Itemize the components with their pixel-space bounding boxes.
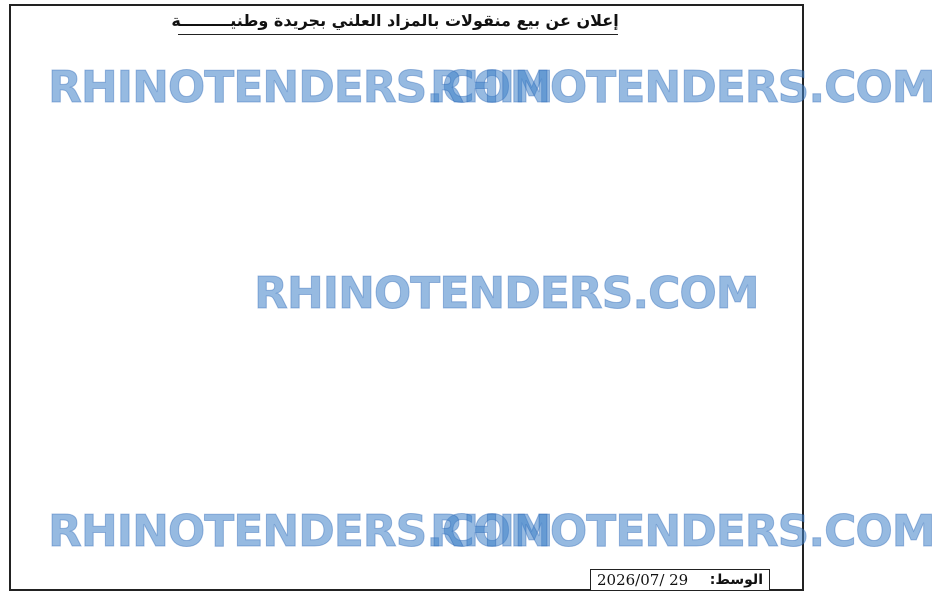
announcement-title: إعلان عن بيع منقولات بالمزاد العلني بجريدة وطنيـــــــــة — [171, 11, 619, 30]
watermark-text: RHINOTENDERS.COM — [48, 506, 553, 557]
watermark-text: RHINOTENDERS.COM — [254, 268, 759, 319]
newspaper-label: الوسط: — [709, 572, 763, 588]
watermark-text: RHINOTENDERS.COM — [430, 62, 935, 113]
watermark-text: RHINOTENDERS.COM — [430, 506, 935, 557]
title-underline — [178, 34, 618, 35]
publication-date: 2026/07/ 29 — [597, 571, 689, 589]
watermark-text: RHINOTENDERS.COM — [48, 62, 553, 113]
publication-date-box — [590, 569, 770, 591]
